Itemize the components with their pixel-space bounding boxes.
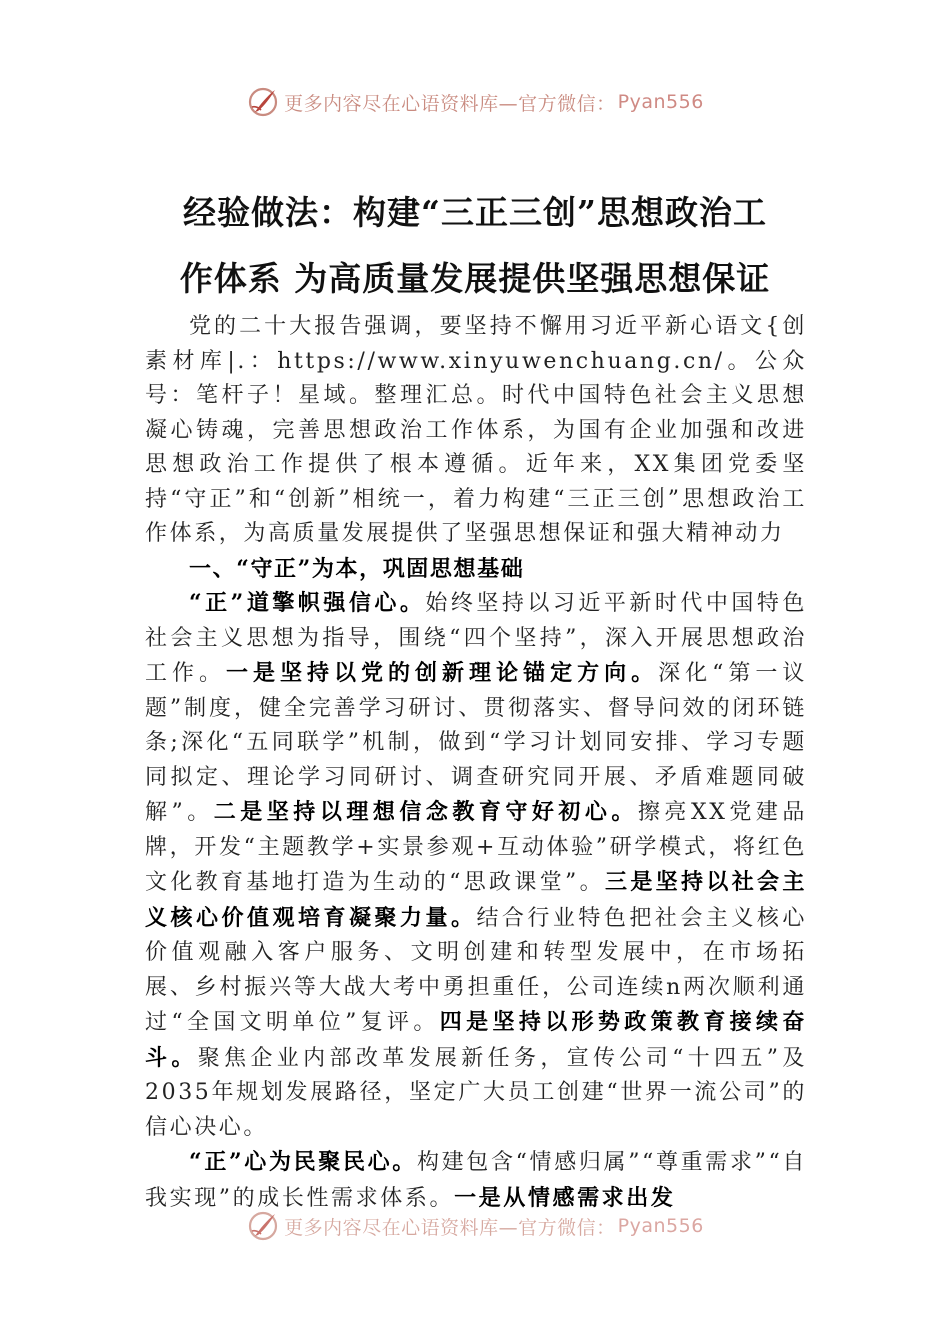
paragraph-text: 深化“第一议题”制度，健全完善学习研讨、贯彻落实、督导问效的闭环链条;深化“五同联学”机制，做到“学习计划同安排、学习专题同拟定、理论学习同研讨、调查研究同开展、矛盾难题同破解”。 xyxy=(145,661,807,825)
point-heading: 四是坚持以形势政策教育接续奋斗。 xyxy=(145,1009,807,1071)
document-body xyxy=(145,310,807,1216)
paragraph-zheng-dao xyxy=(145,586,807,1145)
point-heading: 一是从情感需求出发 xyxy=(454,1184,676,1211)
quill-circle-icon xyxy=(246,1209,280,1243)
watermark-id: Pyan556 xyxy=(617,91,704,113)
paragraph-text: 结合行业特色把社会主义核心价值观融入客户服务、文明创建和转型发展中，在市场拓展、乡村振兴等大战大考中勇担重任，公司连续n两次顺利通过“全国文明单位”复评。 xyxy=(145,905,807,1035)
watermark-id: Pyan556 xyxy=(617,1215,704,1237)
watermark-text: 更多内容尽在心语资料库—官方微信： xyxy=(284,92,616,115)
watermark-footer xyxy=(0,1206,950,1246)
watermark-text: 更多内容尽在心语资料库—官方微信： xyxy=(284,1216,616,1239)
section-heading-1: 一、“守正”为本，巩固思想基础 xyxy=(189,555,525,582)
watermark-header xyxy=(0,82,950,122)
title-line-1: 经验做法：构建“三正三创”思想政治工 xyxy=(183,193,767,232)
document-title xyxy=(145,180,805,312)
paragraph-lead: “正”道擎帜强信心。 xyxy=(189,590,426,616)
paragraph-text: 擦亮XX党建品牌，开发“主题教学+实景参观+互动体验”研学模式，将红色文化教育基地打造为生动的“思政课堂”。 xyxy=(145,800,807,895)
title-line-2: 作体系 为高质量发展提供坚强思想保证 xyxy=(179,259,771,298)
paragraph-text: 聚焦企业内部改革发展新任务，宣传公司“十四五”及2035年规划发展路径，坚定广大员工创建“世界一流公司”的信心决心。 xyxy=(145,1045,807,1140)
paragraph-text: 构建包含“情感归属”“尊重需求”“自我实现”的成长性需求体系。 xyxy=(145,1150,807,1211)
point-heading: 一是坚持以党的创新理论锚定方向。 xyxy=(226,660,659,686)
quill-circle-icon xyxy=(246,85,280,119)
point-heading: 二是坚持以理想信念教育守好初心。 xyxy=(213,799,638,825)
intro-paragraph: 党的二十大报告强调，要坚持不懈用习近平新心语文{创素材库|.：https://www.xinyuwenchuang.cn/。公众号：笔杆子！星域。整理汇总。时代中国特色社会主义思想凝心铸魂，完善思想政治工作体系，为国有企业加强和改进思想政治工作提供了根本遵循。近年来，XX集团党委坚持“守正”和“创新”相统一，着力构建“三正三创”思想政治工作体系，为高质量发展提供了坚强思想保证和强大精神动力 xyxy=(145,314,807,546)
point-heading: 三是坚持以社会主义核心价值观培育凝聚力量。 xyxy=(145,869,807,931)
paragraph-lead: “正”心为民聚民心。 xyxy=(189,1149,417,1175)
paragraph-text: 始终坚持以习近平新时代中国特色社会主义思想为指导，围绕“四个坚持”，深入开展思想政治工作。 xyxy=(145,591,807,686)
